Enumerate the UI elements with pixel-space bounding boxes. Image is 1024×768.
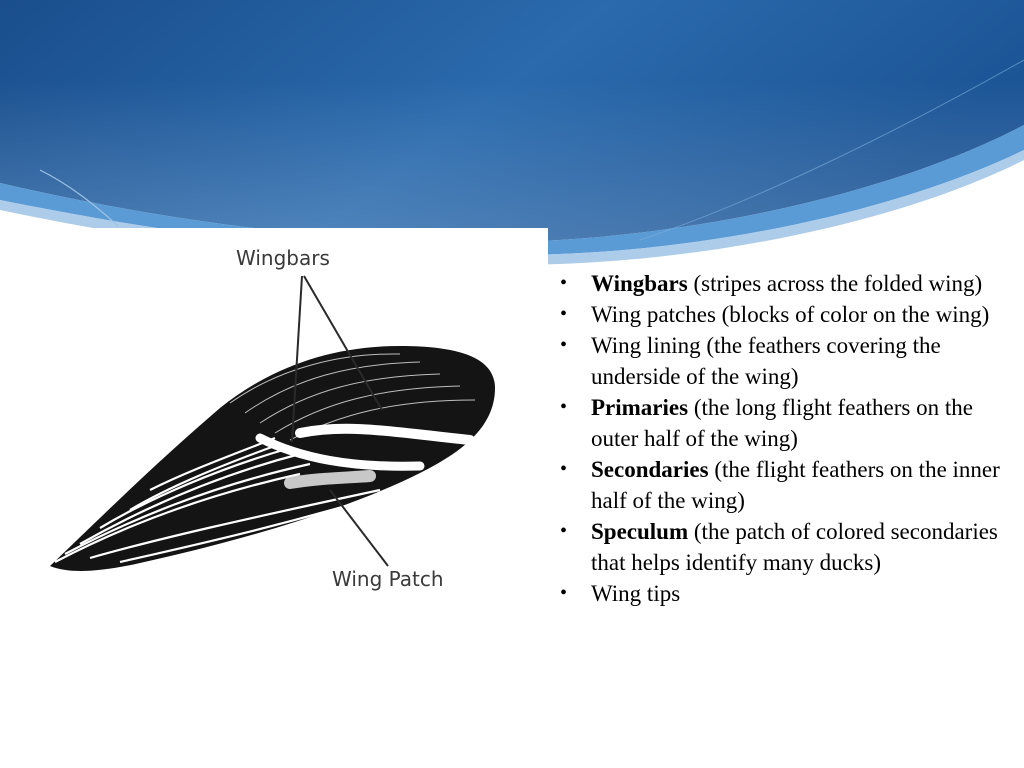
list-item: • Wingbars (stripes across the folded wing) [560,268,1000,299]
wing-illustration [0,228,548,628]
list-item: • Primaries (the long flight feathers on the outer half of the wing) [560,392,1000,454]
wingbars-label: Wingbars [236,246,330,270]
wing-diagram [0,228,548,628]
wing-silhouette [50,346,495,571]
list-item: • Wing patches (blocks of color on the wing) [560,299,1000,330]
wing-patch-label: Wing Patch [332,567,444,591]
wing-patch [290,476,370,483]
list-item: • Wing tips [560,578,1000,609]
bullet-list [560,268,1000,609]
list-item: • Speculum (the patch of colored secondaries that helps identify many ducks) [560,516,1000,578]
list-item: • Secondaries (the flight feathers on the inner half of the wing) [560,454,1000,516]
list-item: • Wing lining (the feathers covering the underside of the wing) [560,330,1000,392]
